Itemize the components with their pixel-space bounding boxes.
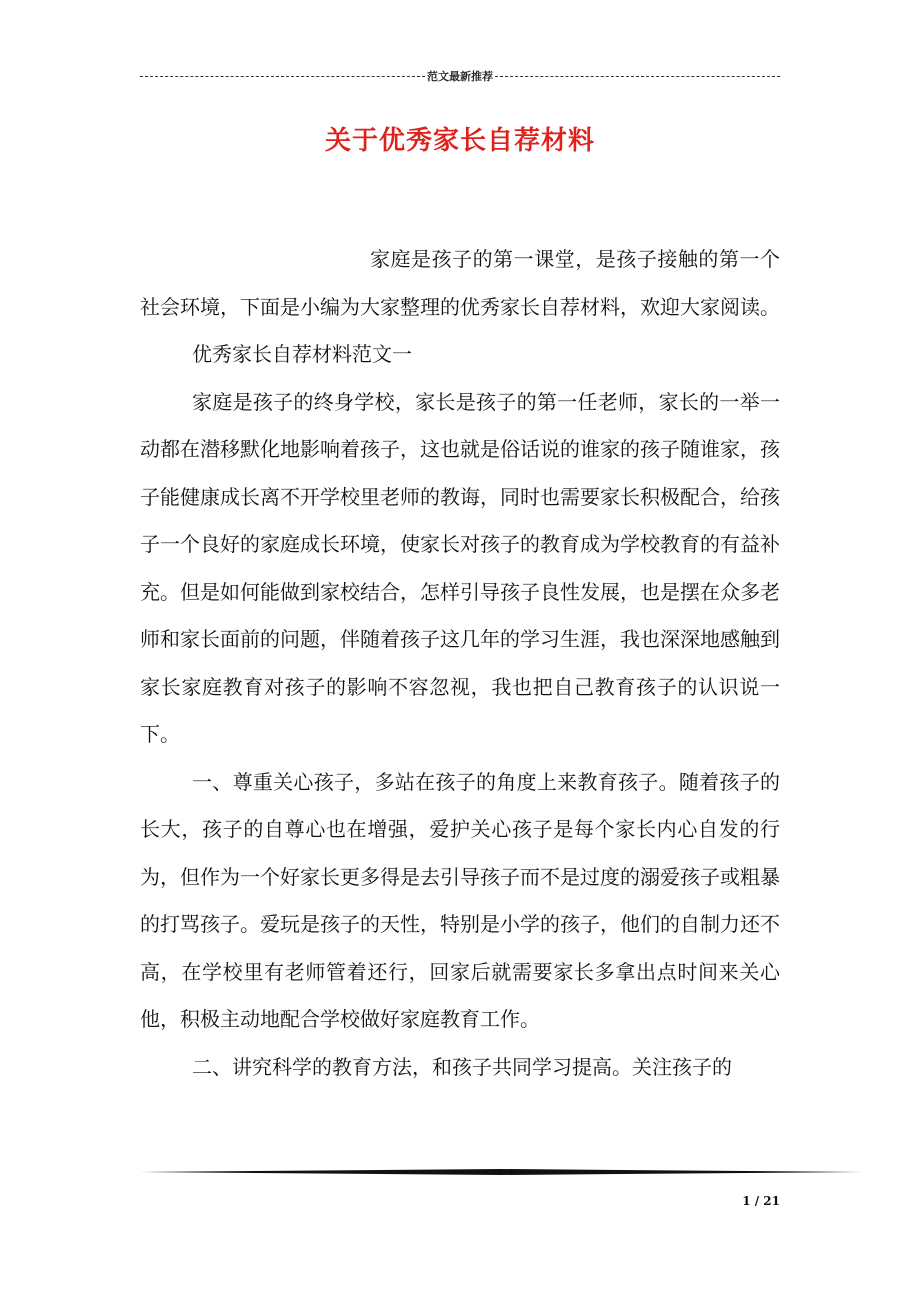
page-header	[140, 68, 780, 84]
body-paragraph-3: 二、讲究科学的教育方法，和孩子共同学习提高。关注孩子的	[192, 1054, 732, 1079]
intro-paragraph: 家庭是孩子的第一课堂，是孩子接触的第一个社会环境，下面是小编为大家整理的优秀家长自荐材料，欢迎大家阅读。	[140, 247, 780, 319]
body-paragraph-1: 家庭是孩子的终身学校，家长是孩子的第一任老师，家长的一举一动都在潜移默化地影响着孩子，这也就是俗话说的谁家的孩子随谁家，孩子能健康成长离不开学校里老师的教诲，同时也需要家长积极配合，给孩子一个良好的家庭成长环境，使家长对孩子的教育成为学校教育的有益补充。但是如何能做到家校结合，怎样引导孩子良性发展，也是摆在众多老师和家长面前的问题，伴随着孩子这几年的学习生涯，我也深深地感触到家长家庭教育对孩子的影响不容忽视，我也把自己教育孩子的认识说一下。	[140, 389, 780, 746]
document-title: 关于优秀家长自荐材料	[324, 126, 595, 156]
header-dash-left	[140, 76, 425, 77]
section-subheading: 优秀家长自荐材料范文一	[192, 342, 412, 366]
page-number: 1 / 21	[742, 1194, 780, 1208]
document-body	[140, 236, 780, 1091]
header-dash-right	[495, 76, 780, 77]
footer-divider	[140, 1168, 862, 1176]
body-paragraph-2: 一、尊重关心孩子，多站在孩子的角度上来教育孩子。随着孩子的长大，孩子的自尊心也在增强，爱护关心孩子是每个家长内心自发的行为，但作为一个好家长更多得是去引导孩子而不是过度的溺爱孩子或粗暴的打骂孩子。爱玩是孩子的天性，特别是小学的孩子，他们的自制力还不高，在学校里有老师管着还行，回家后就需要家长多拿出点时间来关心他，积极主动地配合学校做好家庭教育工作。	[140, 769, 780, 1031]
header-label: 范文最新推荐	[427, 70, 493, 83]
